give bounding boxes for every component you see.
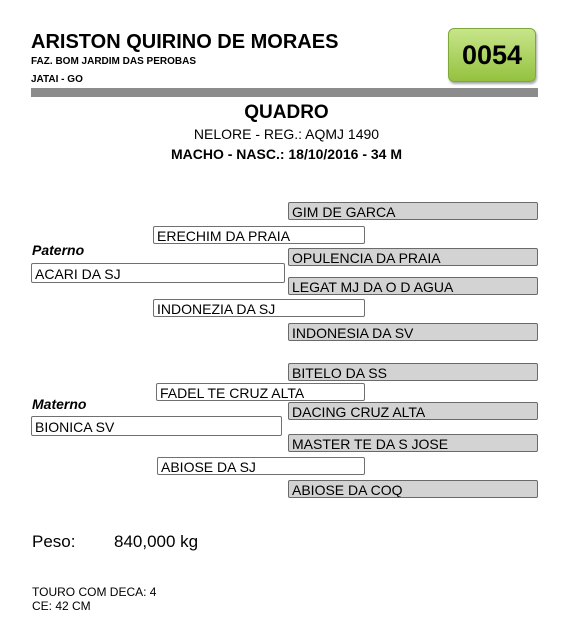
sire-sire-sire-box: GIM DE GARCA: [288, 202, 538, 220]
weight-value: 840,000 kg: [114, 532, 199, 551]
sire-dam-box: INDONEZIA DA SJ: [153, 299, 365, 317]
dam-sire-dam-box: DACING CRUZ ALTA: [288, 402, 538, 420]
sex-birth-age: MACHO - NASC.: 18/10/2016 - 34 M: [170, 146, 403, 162]
dam-box: BIONICA SV: [31, 416, 282, 436]
sire-dam-sire-box: LEGAT MJ DA O D AGUA: [288, 277, 538, 295]
sire-box: ACARI DA SJ: [31, 263, 285, 283]
dam-sire-sire-box: BITELO DA SS: [288, 363, 538, 381]
sire-dam-dam-box: INDONESIA DA SV: [288, 323, 538, 341]
dam-dam-box: ABIOSE DA SJ: [157, 457, 365, 475]
maternal-label: Materno: [32, 396, 87, 412]
dam-dam-dam-box: ABIOSE DA COQ: [288, 480, 538, 498]
dam-dam-sire-box: MASTER TE DA S JOSE: [288, 434, 538, 452]
sire-sire-box: ERECHIM DA PRAIA: [153, 226, 365, 244]
farm-name: FAZ. BOM JARDIM DAS PEROBAS: [31, 56, 197, 67]
owner-name: ARISTON QUIRINO DE MORAES: [31, 31, 339, 53]
deca-note: TOURO COM DECA: 4: [32, 585, 157, 599]
weight-label: Peso:: [32, 532, 76, 551]
dam-sire-box: FADEL TE CRUZ ALTA: [156, 383, 365, 401]
paternal-label: Paterno: [32, 242, 85, 258]
sire-sire-dam-box: OPULENCIA DA PRAIA: [288, 248, 538, 266]
header-divider: [31, 88, 538, 97]
breed-registration: NELORE - REG.: AQMJ 1490: [193, 126, 380, 142]
ce-note: CE: 42 CM: [32, 599, 91, 613]
city-name: JATAI - GO: [31, 74, 83, 85]
animal-name: QUADRO: [244, 102, 329, 123]
lot-number-badge: 0054: [448, 28, 536, 82]
